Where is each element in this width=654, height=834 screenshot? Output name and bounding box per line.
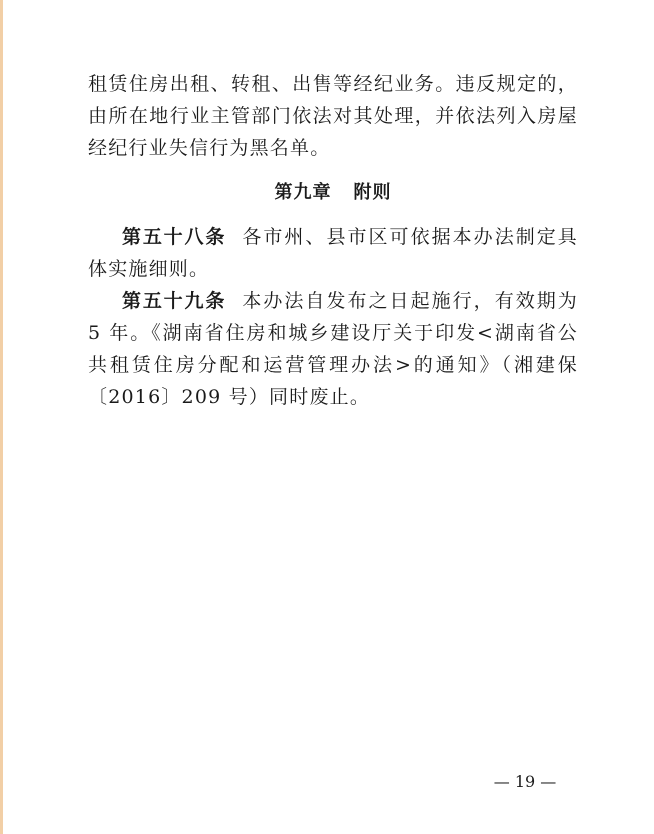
article-59 xyxy=(88,285,578,413)
article-58 xyxy=(88,221,578,285)
chapter-title: 附则 xyxy=(353,182,392,203)
chapter-number: 第九章 xyxy=(274,182,332,203)
page-number: — 19 — xyxy=(493,772,557,791)
paragraph-continuation: 租赁住房出租、转租、出售等经纪业务。违反规定的，由所在地行业主管部门依法对其处理，并依法列入房屋经纪行业失信行为黑名单。 xyxy=(88,73,578,159)
article-58-label: 第五十八条 xyxy=(122,226,227,248)
page-edge-strip xyxy=(0,0,3,834)
article-59-text: 本办法自发布之日起施行，有效期为 5 年。《湖南省住房和城乡建设厅关于印发<湖南省公共租赁住房分配和运营管理办法>的通知》（湘建保〔2016〕209 号）同时废止。 xyxy=(88,290,579,408)
article-59-label: 第五十九条 xyxy=(122,290,227,312)
document-body xyxy=(88,68,578,413)
chapter-heading xyxy=(88,178,578,208)
article-58-text: 各市州、县市区可依据本办法制定具体实施细则。 xyxy=(88,226,579,280)
